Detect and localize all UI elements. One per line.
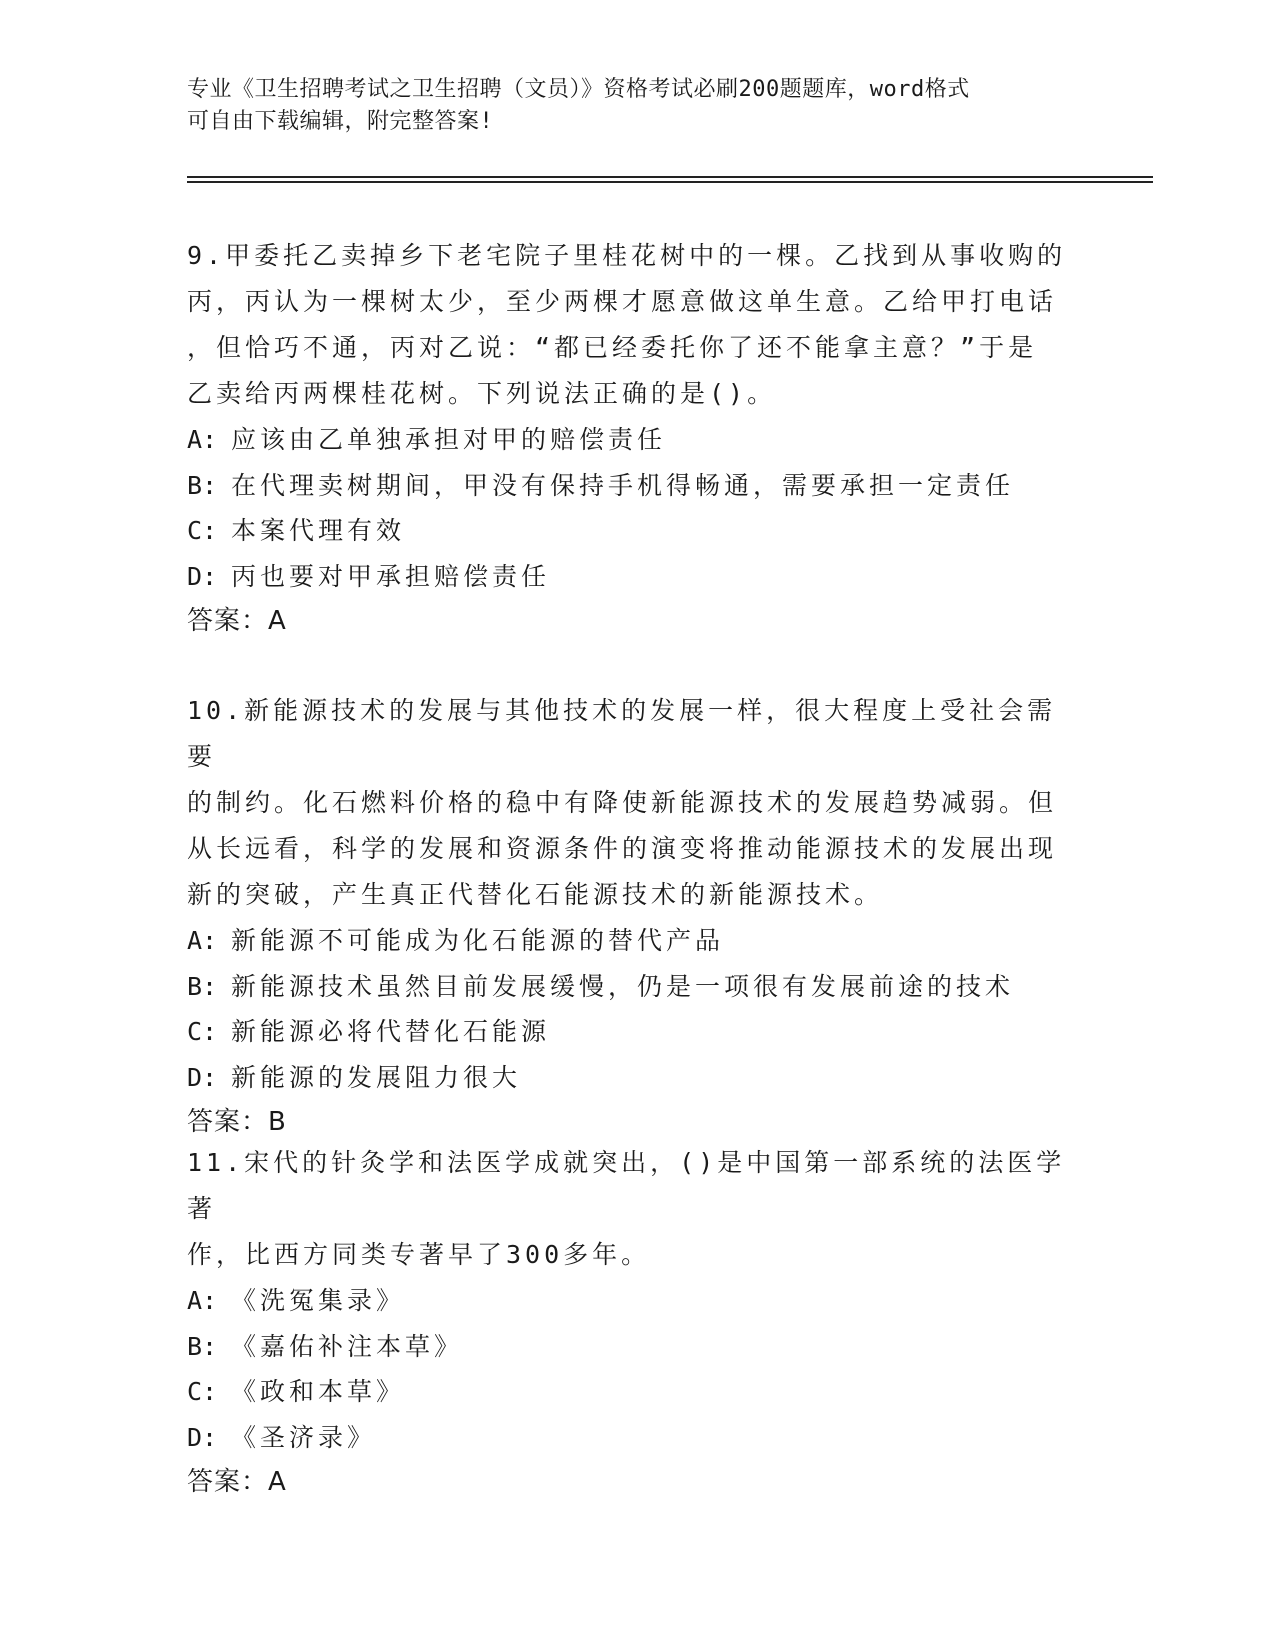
option-c (187, 508, 1077, 554)
option-d (187, 1415, 1077, 1461)
stem-line: ，但恰巧不通，丙对乙说：“都已经委托你了还不能拿主意？”于是 (187, 333, 1038, 362)
option-letter: C: (187, 516, 218, 545)
stem-line: 9.甲委托乙卖掉乡下老宅院子里桂花树中的一棵。乙找到从事收购的 (187, 241, 1067, 270)
option-text: 新能源的发展阻力很大 (231, 1062, 522, 1092)
option-text: 新能源不可能成为化石能源的替代产品 (231, 926, 725, 955)
stem-line: 的制约。化石燃料价格的稳中有降使新能源技术的发展趋势减弱。但 (187, 788, 1058, 817)
option-text: 《嘉佑补注本草》 (231, 1331, 464, 1361)
header-line-1: 专业《卫生招聘考试之卫生招聘（文员）》资格考试必刷200题题库，word格式 (187, 77, 970, 102)
stem-line: 11.宋代的针灸学和法医学成就突出，()是中国第一部系统的法医学著 (187, 1148, 1066, 1223)
option-letter: A: (187, 926, 218, 955)
option-text: 丙也要对甲承担赔偿责任 (231, 561, 551, 591)
option-d (187, 554, 1077, 600)
option-letter: B: (187, 1331, 218, 1361)
option-letter: A: (187, 1286, 218, 1315)
option-letter: C: (187, 1017, 218, 1046)
option-text: 《洗冤集录》 (231, 1286, 406, 1315)
option-text: 《圣济录》 (231, 1422, 377, 1452)
option-letter: B: (187, 971, 218, 1001)
answer-line: 答案：A (187, 606, 287, 636)
option-a (187, 918, 1077, 964)
option-a (187, 417, 1077, 463)
option-c (187, 1369, 1077, 1415)
option-b (187, 964, 1077, 1010)
header-divider-top (187, 176, 1153, 178)
header-line-2: 可自由下载编辑，附完整答案! (187, 109, 494, 134)
option-text: 在代理卖树期间，甲没有保持手机得畅通，需要承担一定责任 (231, 470, 1015, 500)
option-b (187, 463, 1077, 509)
question-stem (187, 233, 1077, 417)
question-stem (187, 688, 1077, 918)
option-d (187, 1055, 1077, 1101)
option-text: 《政和本草》 (231, 1377, 406, 1406)
option-b (187, 1324, 1077, 1370)
option-letter: D: (187, 561, 218, 591)
stem-line: 乙卖给丙两棵桂花树。下列说法正确的是()。 (187, 379, 777, 408)
answer-line: 答案：A (187, 1467, 287, 1497)
option-letter: B: (187, 470, 218, 500)
document-header (187, 74, 1087, 138)
stem-line: 新的突破，产生真正代替化石能源技术的新能源技术。 (187, 880, 884, 909)
question-10 (187, 688, 1077, 1145)
option-text: 本案代理有效 (231, 516, 406, 545)
question-stem (187, 1140, 1077, 1278)
stem-line: 丙，丙认为一棵树太少，至少两棵才愿意做这单生意。乙给甲打电话 (187, 287, 1058, 316)
option-a (187, 1278, 1077, 1324)
question-11 (187, 1140, 1077, 1505)
question-9 (187, 233, 1077, 644)
option-text: 应该由乙单独承担对甲的赔偿责任 (231, 425, 667, 454)
stem-line: 10.新能源技术的发展与其他技术的发展一样，很大程度上受社会需要 (187, 696, 1057, 771)
option-letter: D: (187, 1062, 218, 1092)
stem-line: 作，比西方同类专著早了300多年。 (187, 1240, 651, 1269)
option-letter: C: (187, 1377, 218, 1406)
option-letter: A: (187, 425, 218, 454)
header-divider-bottom (187, 181, 1153, 183)
option-text: 新能源必将代替化石能源 (231, 1017, 551, 1046)
answer-line: 答案：B (187, 1107, 287, 1137)
option-text: 新能源技术虽然目前发展缓慢，仍是一项很有发展前途的技术 (231, 971, 1015, 1001)
option-letter: D: (187, 1422, 218, 1452)
option-c (187, 1009, 1077, 1055)
stem-line: 从长远看，科学的发展和资源条件的演变将推动能源技术的发展出现 (187, 834, 1058, 863)
